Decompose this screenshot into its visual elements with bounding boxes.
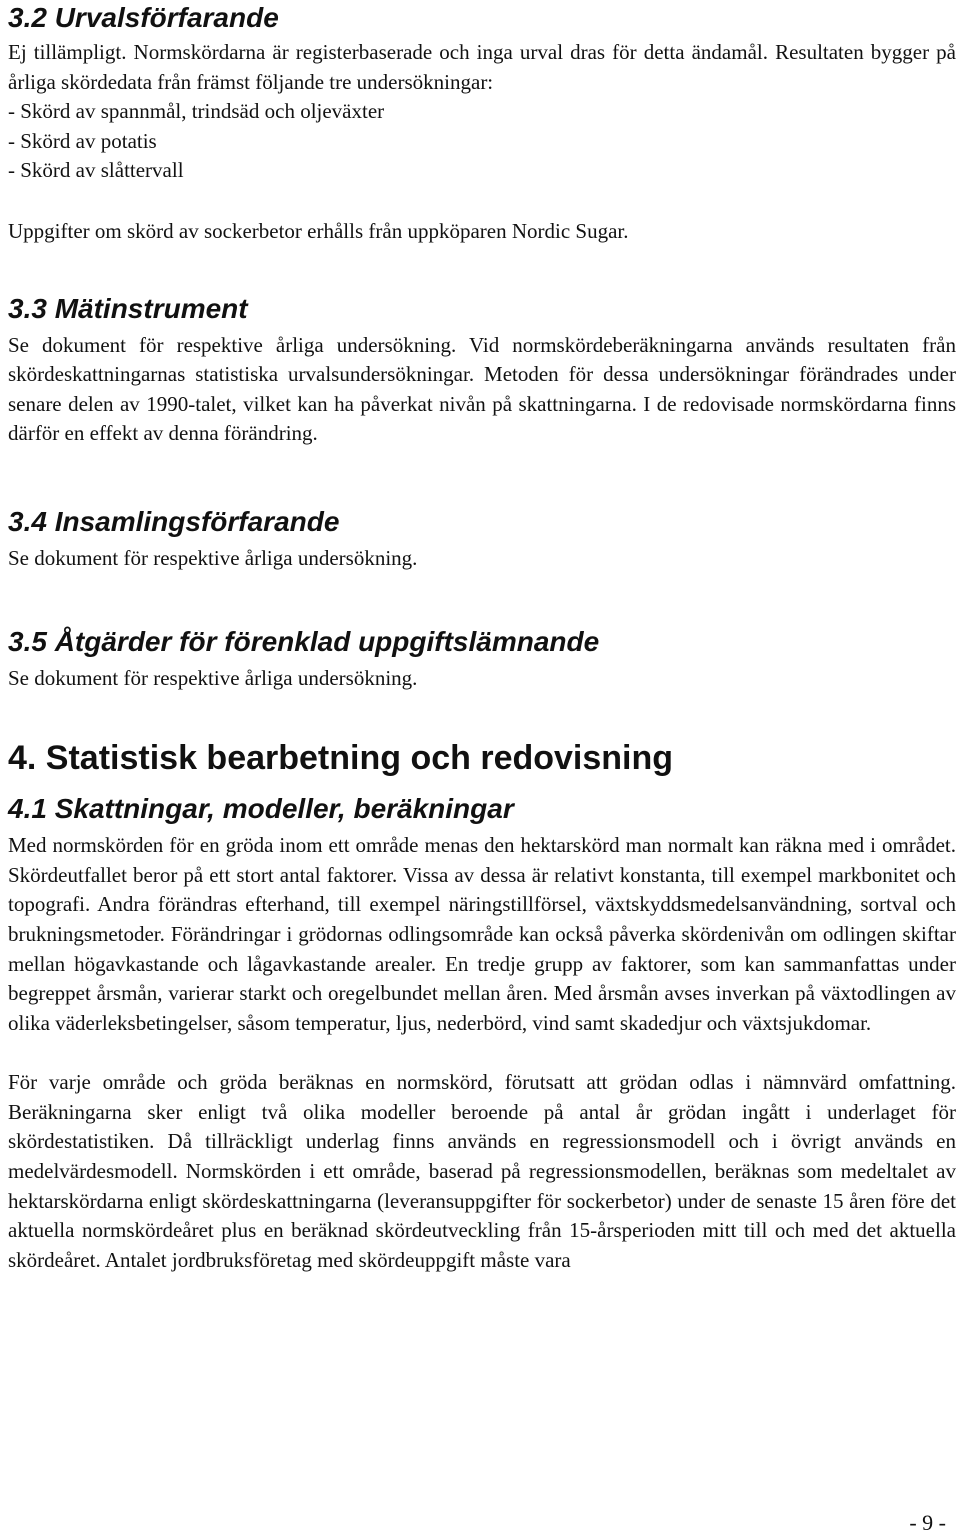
section-heading-3-4: 3.4 Insamlingsförfarande: [8, 505, 340, 537]
paragraph: Se dokument för respektive årliga undersökning.: [8, 545, 418, 570]
document-page: [8, 0, 956, 1275]
paragraph: För varje område och gröda beräknas en normskörd, förutsatt att grödan odlas i nämnvärd omfattning. Beräkningarna sker enligt två olika modeller beroende på antal år grödan ingått i underlaget för skördestatistiken. Då tillräckligt underlag finns används en regressionsmodell och i övrigt används en medelvärdesmodell. Normskörden i ett område, baserad på regressionsmodellen, beräknas som medeltalet av hektarskördarna enligt skördeskattningarna (leveransuppgifter för sockerbetor) under de senaste 15 åren före det aktuella normskördeåret plus en beräknad skördeutveckling från 15-årsperioden mitt till och med det aktuella skördeåret. Antalet jordbruksföretag med skördeuppgift måste vara: [8, 1070, 956, 1272]
list-item: - Skörd av slåttervall: [8, 158, 184, 183]
section-heading-3-5: 3.5 Åtgärder för förenklad uppgiftslämnande: [8, 625, 600, 657]
chapter-heading-4: 4. Statistisk bearbetning och redovisning: [8, 739, 674, 778]
section-heading-3-2: 3.2 Urvalsförfarande: [8, 2, 279, 33]
paragraph: Se dokument för respektive årliga undersökning. Vid normskördeberäkningarna används resultaten från skördeskattningarnas statistiska urvalsundersökningar. Metoden för dessa undersökningar förändrades under senare delen av 1990-talet, vilket kan ha påverkat nivån på skattningarna. I de redovisade normskördarna finns därför en effekt av denna förändring.: [8, 332, 956, 446]
survey-list: [8, 97, 956, 186]
section-heading-3-3: 3.3 Mätinstrument: [8, 292, 248, 324]
list-item: - Skörd av potatis: [8, 128, 157, 153]
paragraph: Se dokument för respektive årliga undersökning.: [8, 665, 418, 690]
paragraph: Uppgifter om skörd av sockerbetor erhålls från uppköparen Nordic Sugar.: [8, 218, 629, 243]
list-item: - Skörd av spannmål, trindsäd och oljeväxter: [8, 99, 385, 124]
section-heading-4-1: 4.1 Skattningar, modeller, beräkningar: [8, 793, 514, 825]
paragraph: Med normskörden för en gröda inom ett område menas den hektarskörd man normalt kan räkna med i området. Skördeutfallet beror på ett stort antal faktorer. Vissa av dessa är relativt konstanta, till exempel markbonitet och topografi. Andra förändras efterhand, till exempel näringstillförsel, växtskyddsmedelsanvändning, sortval och brukningsmetoder. Förändringar i grödornas odlingsområde kan också påverka skördenivån om odlingen skiftar mellan högavkastande och lågavkastande arealer. En tredje grupp av faktorer, som kan sammanfattas under begreppet årsmån, varierar starkt och oregelbundet mellan åren. Med årsmån avses inverkan på växtodlingen av olika väderleksbetingelser, såsom temperatur, ljus, nederbörd, vind samt skadedjur och växtsjukdomar.: [8, 833, 956, 1035]
page-number: - 9 -: [909, 1510, 946, 1535]
paragraph: Ej tillämpligt. Normskördarna är registerbaserade och inga urval dras för detta ändamål. Resultaten bygger på årliga skördedata från främst följande tre undersökningar:: [8, 40, 956, 94]
